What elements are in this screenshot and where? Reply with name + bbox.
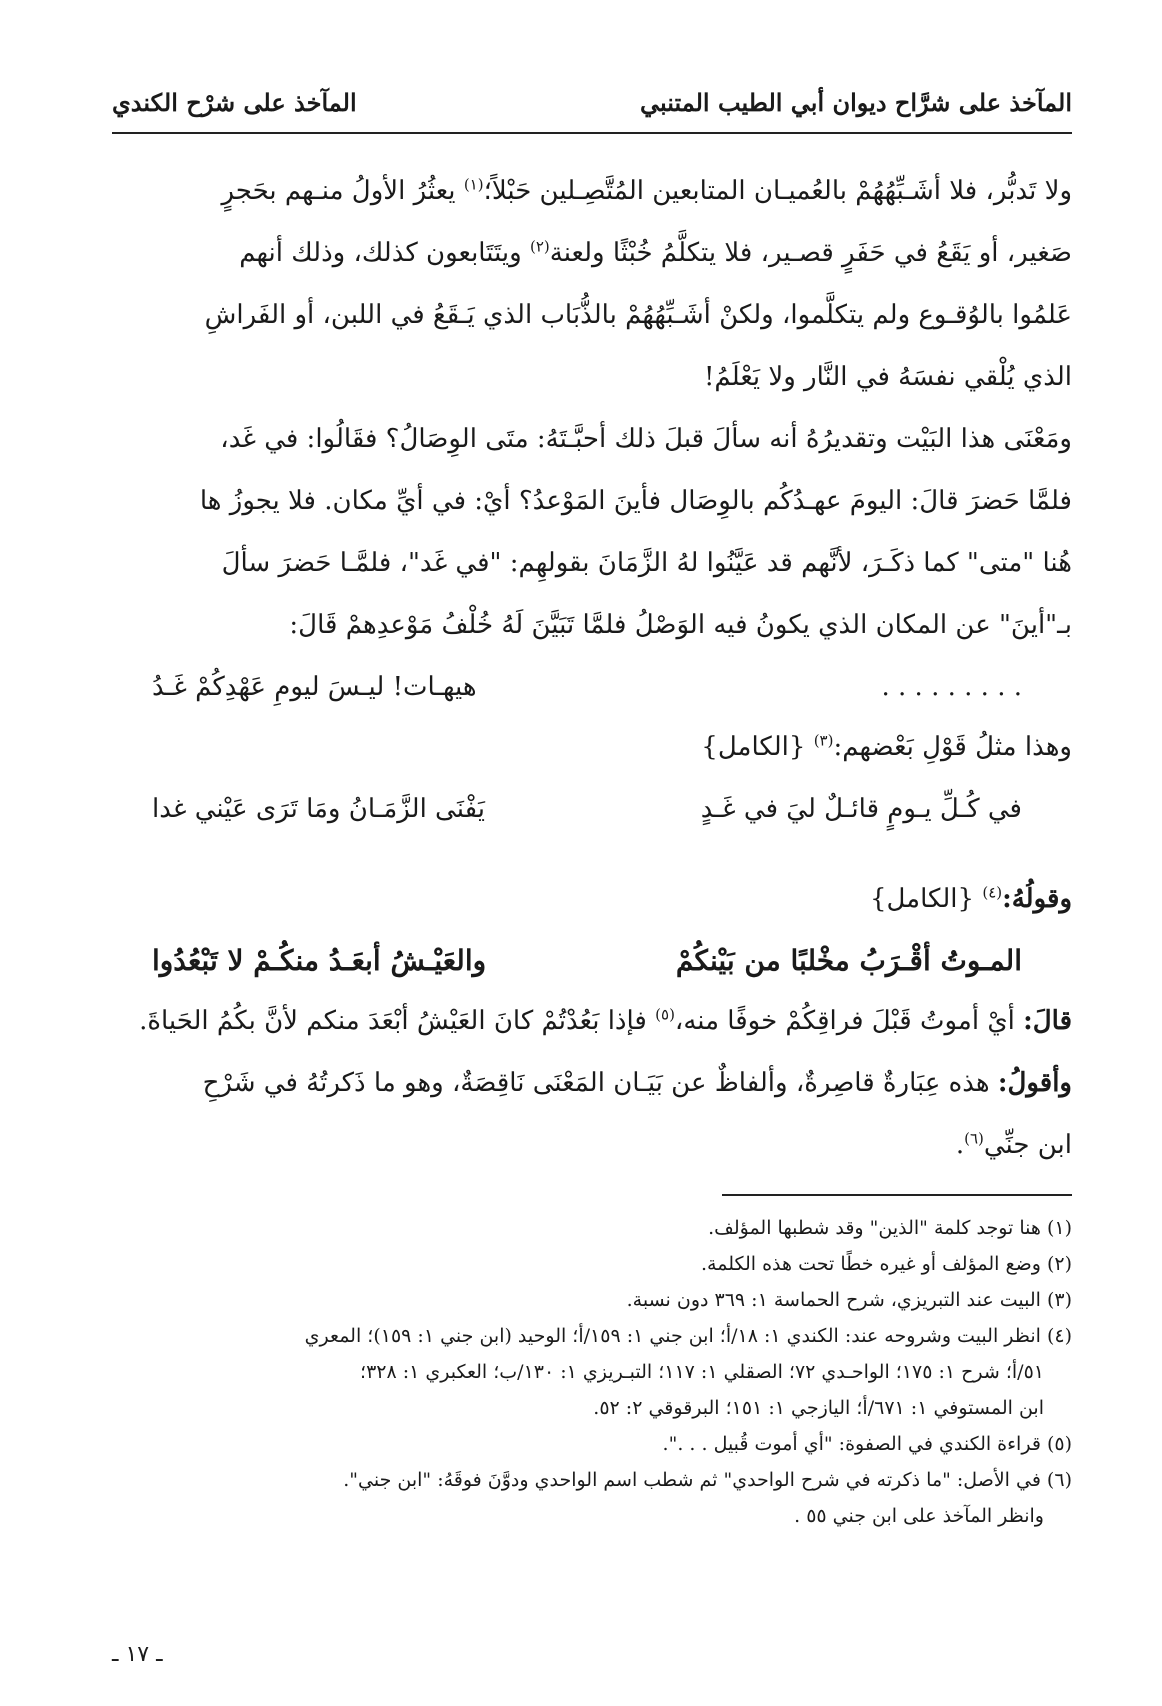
text-line: عَلمُوا بالوُقـوع ولم يتكلَّموا، ولكنْ أشَـبِّهُهُمْ بالذُّبَاب الذي يَـقَعُ في اللبن، أو الفَراشِ: [204, 300, 1072, 330]
book-title-header: المآخذ على شرَّاح ديوان أبي الطيب المتنبي: [640, 88, 1072, 117]
verse-intro: وهذا مثلُ قَوْلِ بَعْضهم:$^{(٣)}$ {الكامل}: [701, 731, 1072, 762]
text-line: ابن جنِّي$^{(٦)}$.: [955, 1129, 1072, 1160]
footnote-ref: (٢): [529, 237, 550, 256]
footnote-ref: (٦): [964, 1129, 984, 1148]
verse-first-hemistich: المـوتُ أقْـرَبُ مخْلبًا من بَيْنكُمْ: [675, 944, 1022, 977]
commentary-aqul: وأقولُ: هذه عِبَارةٌ قاصِرةٌ، وألفاظٌ عن بَيَـان المَعْنَى نَاقِصَةٌ، وهو ما ذَكرتُهُ في شَرْحِ: [202, 1068, 1072, 1098]
verse-second-hemistich: يَفْنَى الزَّمَـانُ ومَا تَرَى عَيْني غدا: [152, 794, 485, 824]
footnote: (٦) في الأصل: "ما ذكرته في شرح الواحدي" ثم شطب اسم الواحدي ودوَّنَ فوقَهُ: "ابن جني".: [343, 1469, 1072, 1491]
footnote-ref: (٥): [655, 1005, 675, 1024]
verse-line: [112, 778, 1072, 838]
text-line: ومَعْنَى هذا البَيْت وتقديرُهُ أنه سألَ قبلَ ذلك أحبَّـتَهُ: متَى الوِصَالُ؟ فقَالُوا: في غَد،: [220, 424, 1072, 454]
verse-second-hemistich: هيهـات! ليـسَ ليومِ عَهْدِكُمْ غَـدُ: [152, 672, 477, 702]
verse-second-hemistich: والعَيْـشُ أبعَـدُ منكُـمْ لا تَبْعُدُوا: [152, 944, 487, 977]
text-line: هُنا "متى" كما ذكَـرَ، لأنَّهم قد عَيَّنُوا لهُ الزَّمَانَ بقولهِم: "في غَد"، فلمَّـا حَضرَ سألَ: [221, 548, 1072, 578]
footnotes: [112, 1210, 1072, 1534]
footnote: (٥) قراءة الكندي في الصفوة: "أي أموت قُبيل . . .".: [662, 1433, 1072, 1455]
footnote-continuation: وانظر المآخذ على ابن جني ٥٥ .: [794, 1505, 1044, 1527]
footnote-ref: (١): [463, 175, 484, 194]
commentary-qal: قالَ: أيْ أموتُ قَبْلَ فراقِكُمْ خوفًا منه،$^{(٥)}$ فإذا بَعُدْتُمْ كانَ العَيْشُ أبْعَدَ منكم لأنَّ بكُمُ الحَياةَ.: [139, 1005, 1072, 1036]
verse-line: [112, 656, 1072, 716]
footnote: (٤) انظر البيت وشروحه عند: الكندي ١: ١٨/أ؛ ابن جني ١: ١٥٩/أ؛ الوحيد (ابن جني ١: ١٥٩)؛ المعري: [304, 1325, 1072, 1347]
footnote: (٢) وضع المؤلف أو غيره خطًا تحت هذه الكلمة.: [700, 1253, 1072, 1275]
book-page: [112, 70, 1072, 1670]
verse-first-hemistich: . . . . . . . . .: [881, 672, 1022, 702]
verse-first-hemistich: في كُـلِّ يـومٍ قائـلٌ ليَ في غَـدٍ: [700, 794, 1022, 824]
chapter-title-header: المآخذ على شرْح الكندي: [112, 88, 357, 117]
header-rule: [112, 132, 1072, 134]
spacer: [112, 838, 1072, 868]
text-line: بـ"أينَ" عن المكان الذي يكونُ فيه الوَصْلُ فلمَّا تَبَيَّنَ لَهُ خُلْفُ مَوْعدِهمْ قَالَ:: [289, 610, 1072, 640]
verse-intro: وقولُهُ:$^{(٤)}$ {الكامل}: [869, 883, 1072, 914]
text-line: ولا تَدبُّر، فلا أشَـبِّهُهُمْ بالعُميـان المتابعين المُتَّصِـلين حَبْلاً؛$^{(١)}$ يعثُرُ الأولُ منـهم بحَجرٍ: [221, 175, 1072, 206]
text-line: صَغير، أو يَقَعُ في حَفَرٍ قصـير، فلا يتكلَّمُ خُبْثًا ولعنة$^{(٢)}$ ويتَتَابعون كذلك، وذلك أنهم: [239, 237, 1072, 268]
verse-line: [112, 930, 1072, 990]
meter-label: {الكامل}: [701, 732, 814, 762]
text-line: فلمَّا حَضرَ قالَ: اليومَ عهـدُكُم بالوِصَال فأينَ المَوْعدُ؟ أيْ: في أيِّ مكان. فلا يجوزُ ها: [199, 486, 1072, 516]
running-header: [112, 88, 1072, 128]
footnote-continuation: ابن المستوفي ١: ٦٧١/أ؛ اليازجي ١: ١٥١؛ البرقوقي ٢: ٥٢.: [593, 1397, 1044, 1419]
footnote: (٣) البيت عند التبريزي، شرح الحماسة ١: ٣٦٩ دون نسبة.: [626, 1289, 1072, 1311]
page-number: ـ ١٧ ـ: [112, 1642, 163, 1667]
footnote-continuation: ٥١/أ؛ شرح ١: ١٧٥؛ الواحـدي ٧٢؛ الصقلي ١: ١١٧؛ التبـريزي ١: ١٣٠/ب؛ العكبري ١: ٣٢٨؛: [360, 1361, 1044, 1383]
main-text: [112, 160, 1072, 1176]
footnote: (١) هنا توجد كلمة "الذين" وقد شطبها المؤلف.: [708, 1217, 1072, 1239]
footnote-ref: (٣): [813, 731, 834, 750]
footnote-rule: [722, 1194, 1072, 1196]
meter-label: {الكامل}: [869, 884, 983, 914]
text-line: الذي يُلْقي نفسَهُ في النَّار ولا يَعْلَمُ!: [703, 362, 1072, 392]
footnote-ref: (٤): [982, 883, 1003, 902]
